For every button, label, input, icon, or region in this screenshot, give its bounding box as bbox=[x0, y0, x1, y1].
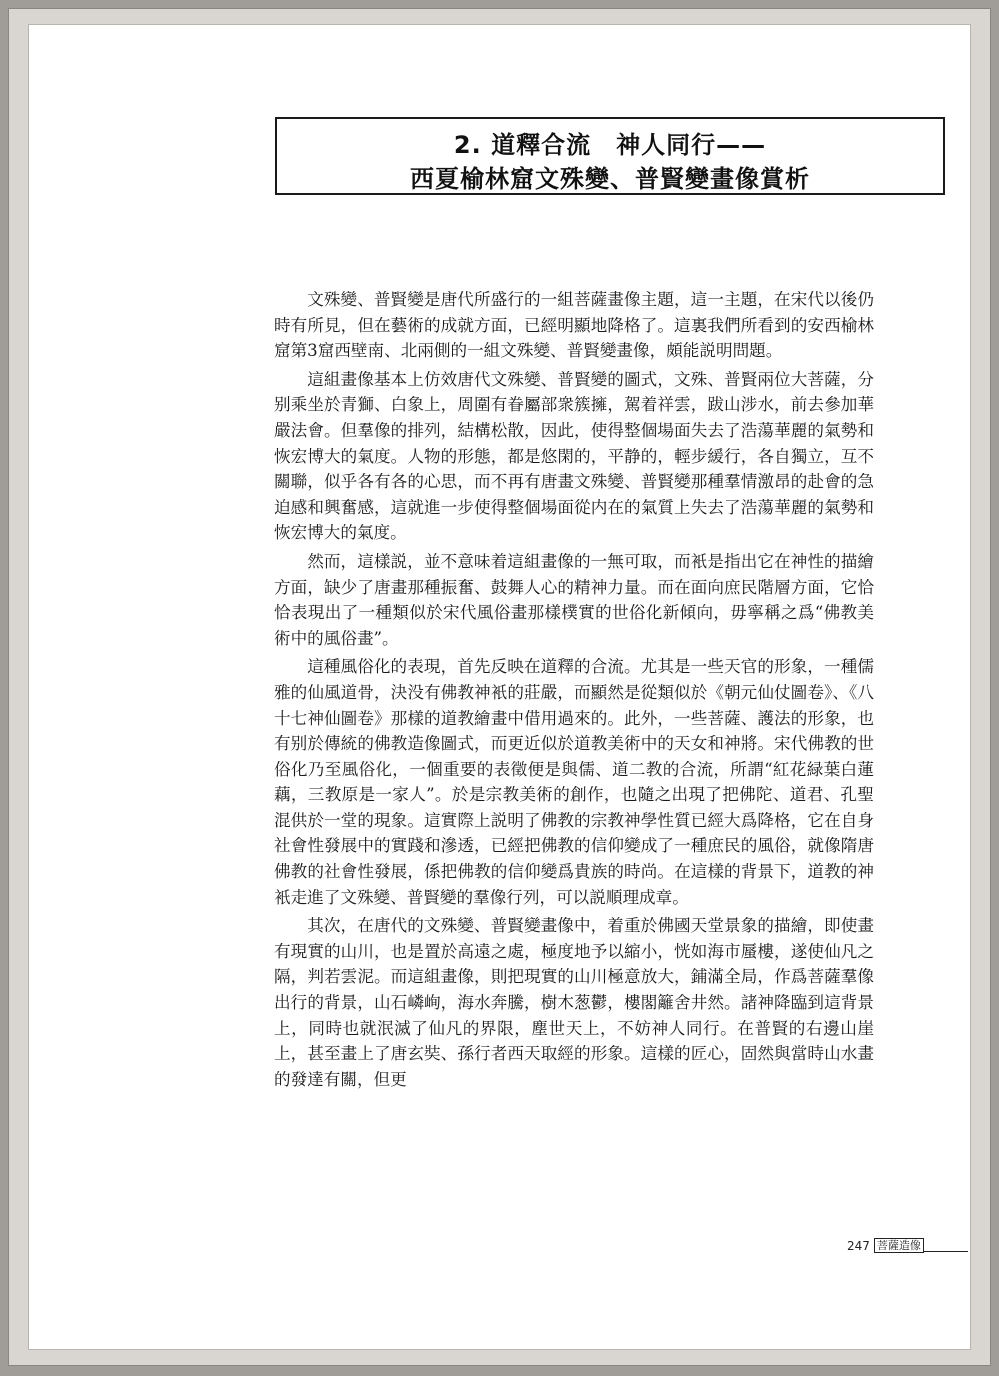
body-text bbox=[274, 287, 874, 1095]
paragraph: 然而，這樣説，並不意味着這組畫像的一無可取，而衹是指出它在神性的描繪方面，缺少了唐畫那種振奮、鼓舞人心的精神力量。而在面向庶民階層方面，它恰恰表現出了一種類似於宋代風俗畫那樣樸實的世俗化新傾向，毋寧稱之爲“佛教美術中的風俗畫”。 bbox=[274, 551, 874, 648]
section-subtitle: 西夏榆林窟文殊變、普賢變畫像賞析 bbox=[410, 165, 810, 193]
footer-rule bbox=[924, 1251, 968, 1252]
section-title-box bbox=[275, 117, 945, 195]
paragraph: 文殊變、普賢變是唐代所盛行的一組菩薩畫像主題，這一主題，在宋代以後仍時有所見，但在藝術的成就方面，已經明顯地降格了。這裏我們所看到的安西榆林窟第3窟西壁南、北兩側的一組文殊變、普賢變畫像，頗能説明問題。 bbox=[274, 290, 874, 361]
book-page bbox=[28, 24, 971, 1350]
page-footer bbox=[847, 1238, 968, 1253]
running-head: 菩薩造像 bbox=[874, 1238, 924, 1253]
paragraph: 其次，在唐代的文殊變、普賢變畫像中，着重於佛國天堂景象的描繪，即使畫有現實的山川，也是置於高遠之處，極度地予以縮小，恍如海市蜃樓，遂使仙凡之隔，判若雲泥。而這組畫像，則把現實的山川極意放大，鋪滿全局，作爲菩薩羣像出行的背景，山石嶙峋，海水奔騰，樹木葱鬱，樓閣籬舍井然。諸神降臨到這背景上，同時也就泯滅了仙凡的界限，塵世天上，不妨神人同行。在普賢的右邊山崖上，甚至畫上了唐玄奘、孫行者西天取經的形象。這樣的匠心，固然與當時山水畫的發達有關，但更 bbox=[274, 916, 874, 1089]
page-number: 247 bbox=[847, 1239, 870, 1253]
section-title: 2. 道釋合流 神人同行—— bbox=[453, 131, 767, 159]
paragraph: 這組畫像基本上仿效唐代文殊變、普賢變的圖式，文殊、普賢兩位大菩薩，分别乘坐於青獅、白象上，周圍有眷屬部衆簇擁，駕着祥雲，跋山涉水，前去參加華嚴法會。但羣像的排列，結構松散，因此，使得整個場面失去了浩蕩華麗的氣勢和恢宏博大的氣度。人物的形態，都是悠閑的，平静的，輕步緩行，各自獨立，互不關聯，似乎各有各的心思，而不再有唐畫文殊變、普賢變那種羣情激昂的赴會的急迫感和興奮感，這就進一步使得整個場面從内在的氣質上失去了浩蕩華麗的氣勢和恢宏博大的氣度。 bbox=[274, 369, 874, 543]
paragraph: 這種風俗化的表現，首先反映在道釋的合流。尤其是一些天官的形象，一種儒雅的仙風道骨，決没有佛教神衹的莊嚴，而顯然是從類似於《朝元仙仗圖卷》、《八十七神仙圖卷》那樣的道教繪畫中借用過來的。此外，一些菩薩、護法的形象，也有别於傳統的佛教造像圖式，而更近似於道教美術中的天女和神將。宋代佛教的世俗化乃至風俗化，一個重要的表徵便是與儒、道二教的合流，所謂“紅花緑葉白蓮藕，三教原是一家人”。於是宗教美術的創作，也隨之出現了把佛陀、道君、孔聖混供於一堂的現象。這實際上説明了佛教的宗教神學性質已經大爲降格，它在自身社會性發展中的實踐和滲透，已經把佛教的信仰變成了一種庶民的風俗，就像隋唐佛教的社會性發展，係把佛教的信仰變爲貴族的時尚。在這樣的背景下，道教的神衹走進了文殊變、普賢變的羣像行列，可以説順理成章。 bbox=[274, 657, 874, 907]
